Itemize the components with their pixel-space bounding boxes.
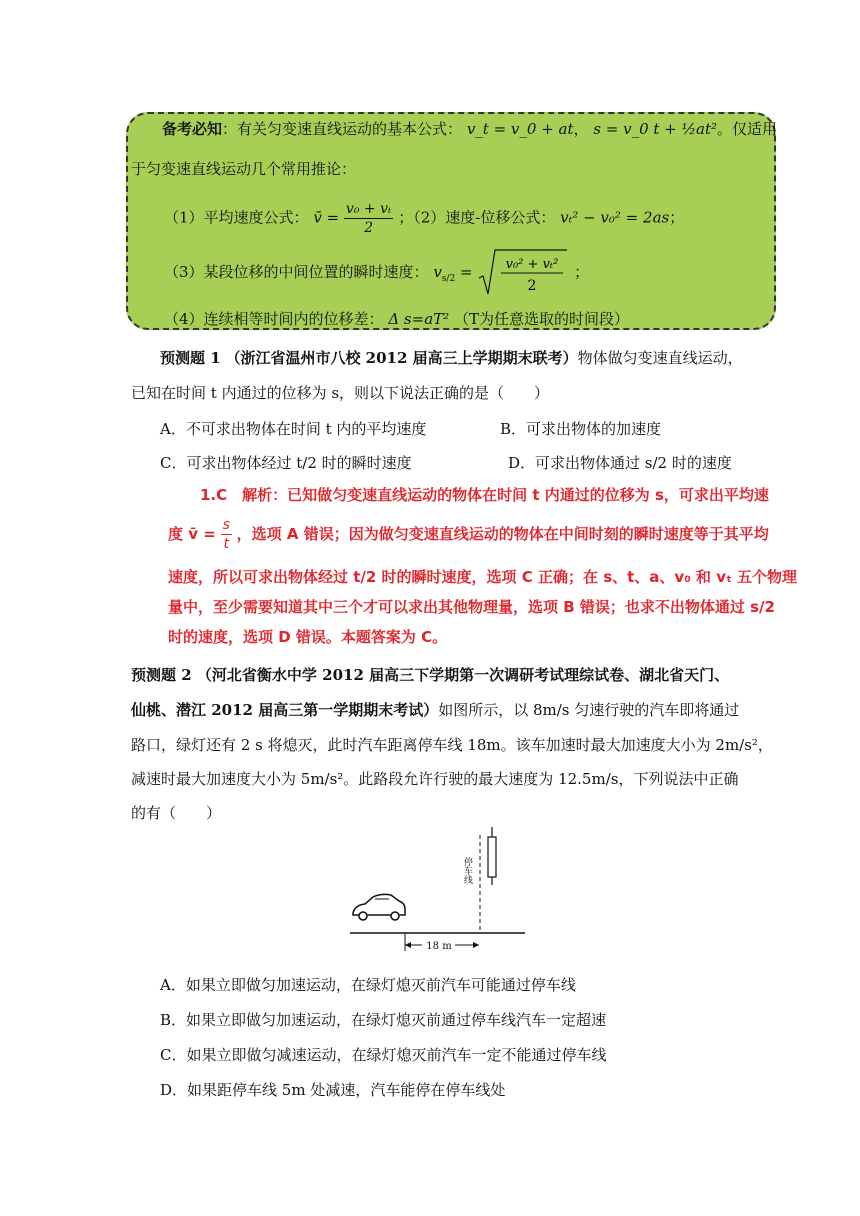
answer-line2-rest: ，选项 A 错误；因为做匀变速直线运动的物体在中间时刻的瞬时速度等于其平均 xyxy=(236,525,769,543)
tip-item1-label: （1）平均速度公式： xyxy=(164,208,309,227)
tip-item4-label: （4）连续相等时间内的位移差： xyxy=(164,310,384,328)
tip-line-2: 于匀变速直线运动几个常用推论： xyxy=(131,160,357,178)
q2-stem-e: 的有（ ） xyxy=(131,804,222,822)
q1-stem-b: 已知在时间 t 内通过的位移为 s，则以下说法正确的是（ ） xyxy=(131,384,550,402)
q1-header xyxy=(160,347,743,368)
tip-item-4 xyxy=(164,308,629,329)
q2-option-c: C．如果立即做匀减速运动，在绿灯熄灭前汽车一定不能通过停车线 xyxy=(160,1046,607,1064)
q1-label: 预测题 1 xyxy=(160,349,221,367)
q1-source: （浙江省温州市八校 2012 届高三上学期期末联考） xyxy=(225,349,578,367)
sqrt-symbol xyxy=(477,248,569,298)
avg-velocity-fraction xyxy=(344,200,394,237)
tip-intro-suffix: 。仅适用 xyxy=(717,120,778,138)
tip-item3-label: （3）某段位移的中间位置的瞬时速度： xyxy=(164,263,429,281)
q1-answer-line-2 xyxy=(168,516,769,553)
avg-velocity-num: v₀ + vₜ xyxy=(345,201,392,217)
intersection-figure xyxy=(345,825,525,960)
q1-option-d: D．可求出物体通过 s/2 时的速度 xyxy=(508,454,732,472)
q2-source-b: 仙桃、潜江 2012 届高三第一学期期末考试） xyxy=(131,701,439,719)
mid-position-sub: s/2 xyxy=(441,274,456,284)
tip-intro-prefix: ：有关匀变速直线运动的基本公式： xyxy=(222,120,463,138)
answer-frac-den: t xyxy=(223,536,229,552)
q1-answer-line-5: 时的速度，选项 D 错误。本题答案为 C。 xyxy=(168,628,448,646)
q2-option-d: D．如果距停车线 5m 处减速，汽车能停在停车线处 xyxy=(160,1081,506,1099)
mid-position-lhs: v xyxy=(433,263,442,281)
q1-answer-line-1: 1.C 解析：已知做匀变速直线运动的物体在时间 t 内通过的位移为 s，可求出平均速 xyxy=(200,486,769,504)
q2-option-b: B．如果立即做匀加速运动，在绿灯熄灭前通过停车线汽车一定超速 xyxy=(160,1011,607,1029)
formula-displacement: s = v_0 t + ½at² xyxy=(593,120,718,138)
q2-option-a: A．如果立即做匀加速运动，在绿灯熄灭前汽车可能通过停车线 xyxy=(160,976,576,994)
q1-option-a: A．不可求出物体在时间 t 内的平均速度 xyxy=(160,420,427,438)
q1-answer-line-3: 速度，所以可求出物体经过 t/2 时的瞬时速度，选项 C 正确；在 s、t、a、v₀ 和 vₜ 五个物理 xyxy=(168,568,798,586)
tip-item3-end: ； xyxy=(574,263,590,281)
answer-avg-lhs: 度 v̄ = xyxy=(168,525,216,543)
q2-source-a: （河北省衡水中学 2012 届高三下学期第一次调研考试理综试卷、湖北省天门、 xyxy=(196,666,730,684)
q1-option-b: B．可求出物体的加速度 xyxy=(500,420,662,438)
answer-fraction xyxy=(221,516,232,553)
sqrt-den: 2 xyxy=(527,278,537,294)
q2-label: 预测题 2 xyxy=(131,666,192,684)
sqrt-num: v₀² + vₜ² xyxy=(505,257,559,272)
q2-stem-c: 路口，绿灯还有 2 s 将熄灭，此时汽车距离停车线 18m。该车加速时最大加速度大小为 2m/s²， xyxy=(131,736,773,754)
distance-label: 18 m xyxy=(426,941,452,952)
q2-stem-b: 如图所示，以 8m/s 匀速行驶的汽车即将通过 xyxy=(438,701,740,719)
tip-line-1: 备考必知：有关匀变速直线运动的基本公式： v_t = v_0 + at， s = v_0 t + ½at²。仅适用 xyxy=(162,120,778,138)
q1-option-c: C．可求出物体经过 t/2 时的瞬时速度 xyxy=(160,454,412,472)
traffic-light-icon xyxy=(488,837,496,877)
formula-velocity: v_t = v_0 + at xyxy=(466,120,574,138)
avg-velocity-lhs: v̄ = xyxy=(313,208,340,227)
tip-item-1 xyxy=(164,200,684,237)
avg-velocity-den: 2 xyxy=(364,220,374,236)
q2-stem-d: 减速时最大加速度大小为 5m/s²。此路段允许行驶的最大速度为 12.5m/s，下列说法中正确 xyxy=(131,770,739,788)
tip-heading: 备考必知 xyxy=(162,120,223,138)
tip-item4-note: （T为任意选取的时间段） xyxy=(453,310,629,328)
q2-header xyxy=(131,664,729,685)
car-icon xyxy=(353,894,405,920)
q1-answer-line-4: 量中，至少需要知道其中三个才可以求出其他物理量，选项 B 错误；也求不出物体通过 s/2 xyxy=(168,598,775,616)
q1-stem-a: 物体做匀变速直线运动， xyxy=(577,349,743,367)
tip-item1-sep: ；（2）速度-位移公式： xyxy=(398,208,556,227)
velocity-displacement-formula: vₜ² − v₀² = 2as xyxy=(560,208,670,227)
tip-item2-end: ； xyxy=(669,208,685,227)
stop-line-label: 停车线 xyxy=(462,857,472,884)
displacement-difference-formula: Δ s=aT² xyxy=(388,310,450,328)
tip-item-3: （3）某段位移的中间位置的瞬时速度： $v_{s/2}$ = v₀² + vₜ² 2 ； xyxy=(164,248,589,298)
q2-line-2 xyxy=(131,699,739,720)
answer-frac-num: s xyxy=(222,517,230,533)
